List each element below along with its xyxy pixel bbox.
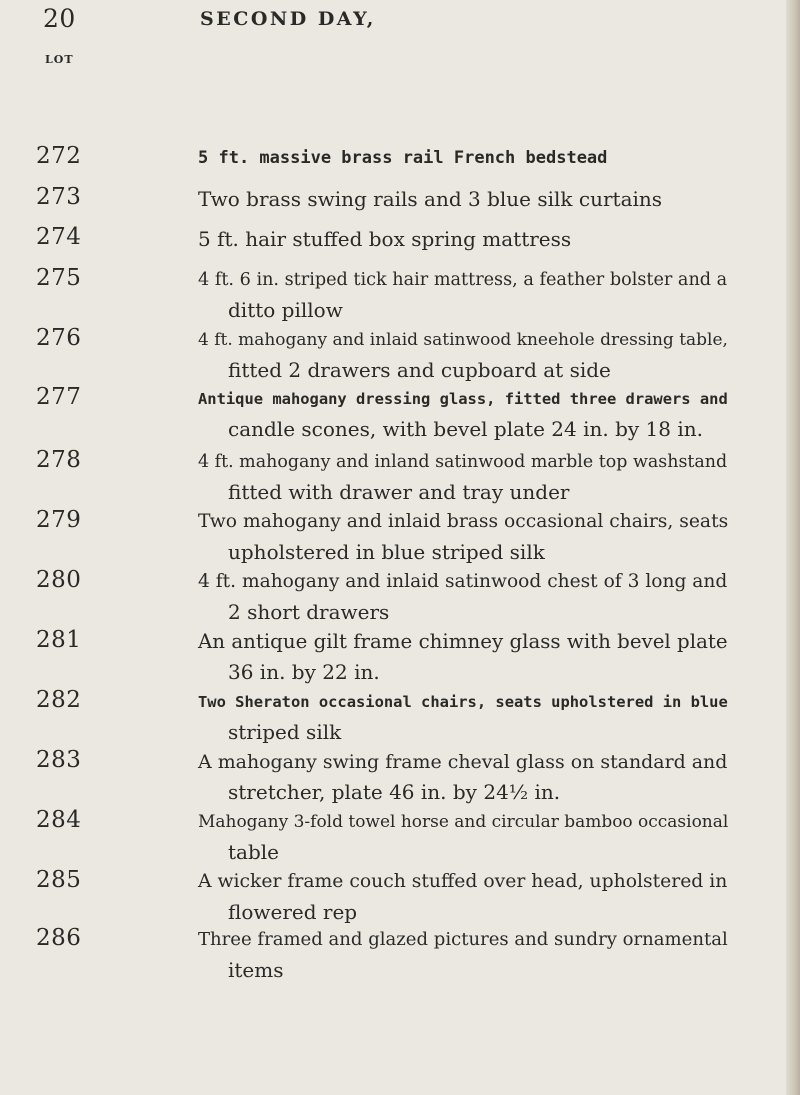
lot-number: 276: [36, 325, 82, 351]
lot-description-line: A mahogany swing frame cheval glass on standard and: [198, 751, 728, 773]
lot-description: [198, 747, 728, 807]
lot-description-continuation: items: [228, 958, 284, 982]
lot-description-continuation: 2 short drawers: [228, 600, 390, 624]
lot-description-continuation: table: [228, 840, 279, 864]
lot-description: [198, 265, 728, 325]
lot-description-continuation: stretcher, plate 46 in. by 24½ in.: [228, 780, 561, 804]
lot-description-line: 4 ft. 6 in. striped tick hair mattress, a feather bolster and a: [198, 270, 728, 290]
lot-description-line: 5 ft. massive brass rail French bedstead: [198, 148, 608, 168]
lot-description-line: Two Sheraton occasional chairs, seats upholstered in blue: [198, 693, 728, 711]
lot-description-continuation: candle scones, with bevel plate 24 in. by 18 in.: [228, 417, 703, 441]
lot-description: [198, 807, 729, 867]
lot-description: [198, 447, 728, 507]
lot-description: [198, 567, 728, 627]
lot-number: 282: [36, 687, 82, 713]
lot-description-line: Mahogany 3-fold towel horse and circular bamboo occasional: [198, 812, 729, 832]
lot-number: 283: [36, 747, 82, 773]
lot-number: 277: [36, 384, 82, 410]
lot-column-label: LOT: [45, 53, 74, 66]
lot-description-line: Three framed and glazed pictures and sundry ornamental: [198, 929, 728, 950]
lot-description-continuation: flowered rep: [228, 900, 358, 924]
lot-number: 273: [36, 184, 82, 210]
lot-description: [198, 325, 728, 385]
lot-description: [198, 627, 728, 687]
lot-description-line: 4 ft. mahogany and inlaid satinwood chest of 3 long and: [198, 571, 728, 592]
lot-description: [198, 384, 728, 444]
page-number: 20: [43, 4, 76, 33]
lot-number: 281: [36, 627, 82, 653]
lot-description-continuation: fitted 2 drawers and cupboard at side: [228, 358, 611, 382]
lot-description-continuation: striped silk: [228, 720, 342, 744]
lot-number: 275: [36, 265, 82, 291]
lot-number: 280: [36, 567, 82, 593]
lot-description: [198, 687, 728, 747]
lot-number: 278: [36, 447, 82, 473]
lot-number: 284: [36, 807, 82, 833]
lot-description: [198, 143, 713, 173]
page-edge: [786, 0, 800, 1095]
lot-description: [198, 184, 713, 214]
lot-number: 279: [36, 507, 82, 533]
lot-description-continuation: ditto pillow: [228, 298, 343, 322]
lot-number: 286: [36, 925, 82, 951]
lot-description-line: An antique gilt frame chimney glass with bevel plate: [198, 630, 728, 653]
lot-description-line: A wicker frame couch stuffed over head, upholstered in: [198, 871, 728, 892]
lot-description: [198, 867, 728, 927]
lot-description: [198, 507, 729, 567]
lot-number: 285: [36, 867, 82, 893]
page-title: SECOND DAY,: [200, 8, 376, 30]
lot-description-line: Antique mahogany dressing glass, fitted three drawers and: [198, 390, 728, 408]
lot-description-line: Two mahogany and inlaid brass occasional chairs, seats: [198, 511, 729, 532]
lot-number: 272: [36, 143, 82, 169]
lot-description-line: Two brass swing rails and 3 blue silk curtains: [198, 187, 663, 211]
lot-number: 274: [36, 224, 82, 250]
lot-description-continuation: fitted with drawer and tray under: [228, 480, 570, 504]
lot-description-continuation: upholstered in blue striped silk: [228, 540, 545, 564]
lot-description-continuation: 36 in. by 22 in.: [228, 660, 380, 684]
lot-description: [198, 925, 728, 985]
lot-description-line: 4 ft. mahogany and inland satinwood marble top washstand: [198, 452, 728, 472]
lot-description-line: 5 ft. hair stuffed box spring mattress: [198, 227, 572, 251]
lot-description: [198, 224, 713, 254]
lot-description-line: 4 ft. mahogany and inlaid satinwood kneehole dressing table,: [198, 330, 728, 350]
